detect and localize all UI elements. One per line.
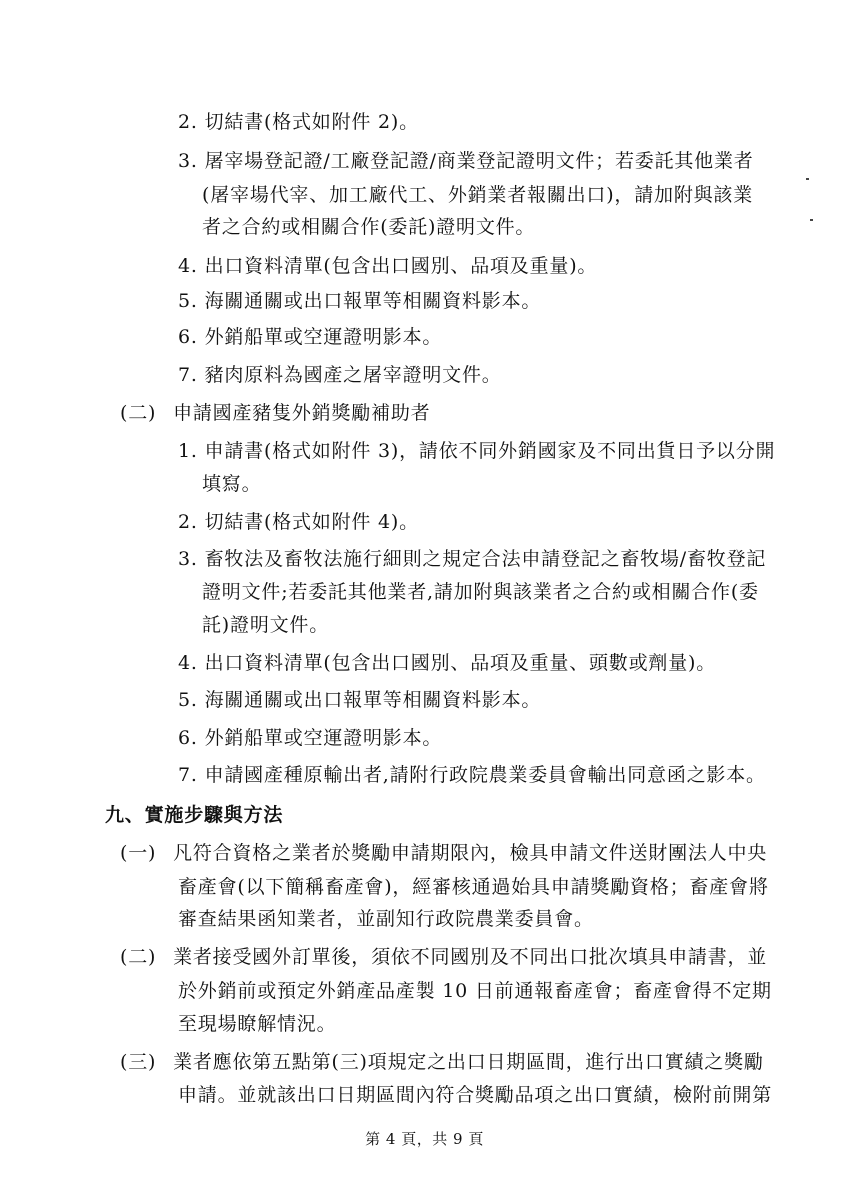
list-item [178, 439, 775, 463]
item-text: 畜牧法及畜牧法施行細則之規定合法申請登記之畜牧場/畜牧登記 [204, 548, 767, 570]
item-number: 4. [178, 255, 198, 277]
list-item [178, 149, 754, 173]
list-item [178, 763, 766, 787]
paragraph-continuation: 畜產會(以下簡稱畜產會)，經審核通過始具申請獎勵資格；畜產會將 [178, 876, 769, 898]
paragraph-continuation: 審查結果函知業者，並副知行政院農業委員會。 [178, 908, 594, 930]
list-item [178, 547, 766, 571]
paragraph-continuation: 申請。並就該出口日期區間內符合獎勵品項之出口實績，檢附前開第 [178, 1084, 773, 1106]
item-text: 切結書(格式如附件 4)。 [204, 511, 419, 533]
item-number: 3. [178, 548, 198, 570]
scan-speck [810, 219, 813, 221]
list-item [178, 363, 502, 387]
item-number: 7. [178, 764, 198, 786]
list-item [178, 726, 442, 750]
subsection-title: 申請國產豬隻外銷獎勵補助者 [173, 402, 431, 424]
paragraph-continuation: 至現場瞭解情況。 [178, 1013, 337, 1035]
list-item [178, 254, 597, 278]
item-number: 2. [178, 511, 198, 533]
item-number: 7. [178, 364, 198, 386]
paragraph-text: 業者接受國外訂單後，須依不同國別及不同出口批次填具申請書，並 [173, 946, 768, 968]
item-number: 3. [178, 150, 198, 172]
list-item [178, 289, 541, 313]
item-text: 海關通關或出口報單等相關資料影本。 [204, 689, 542, 711]
item-text: 豬肉原料為國產之屠宰證明文件。 [204, 364, 502, 386]
item-text-continuation: 者之合約或相關合作(委託)證明文件。 [202, 216, 536, 238]
paragraph-continuation: 於外銷前或預定外銷產品產製 10 日前通報畜產會；畜產會得不定期 [178, 980, 772, 1002]
subsection-heading [120, 401, 430, 425]
paragraph-label: (二) [120, 946, 157, 968]
item-text: 外銷船單或空運證明影本。 [204, 326, 443, 348]
item-number: 5. [178, 689, 198, 711]
item-text: 海關通關或出口報單等相關資料影本。 [204, 290, 542, 312]
item-text: 出口資料清單(包含出口國別、品項及重量)。 [204, 255, 598, 277]
item-number: 1. [178, 440, 198, 462]
item-text: 申請國產種原輸出者,請附行政院農業委員會輸出同意函之影本。 [204, 764, 766, 786]
item-text-continuation: 證明文件;若委託其他業者,請加附與該業者之合約或相關合作(委 [202, 581, 759, 603]
item-text-continuation: 託)證明文件。 [202, 614, 330, 636]
item-text-continuation: 填寫。 [202, 473, 262, 495]
item-text: 外銷船單或空運證明影本。 [204, 727, 443, 749]
item-text: 屠宰場登記證/工廠登記證/商業登記證明文件；若委託其他業者 [204, 150, 754, 172]
paragraph-line [120, 841, 767, 865]
item-text-continuation: (屠宰場代宰、加工廠代工、外銷業者報關出口)，請加附與該業 [202, 184, 754, 206]
item-number: 2. [178, 111, 198, 133]
item-text: 申請書(格式如附件 3)，請依不同外銷國家及不同出貨日予以分開 [204, 440, 776, 462]
item-text: 出口資料清單(包含出口國別、品項及重量、頭數或劑量)。 [204, 652, 717, 674]
list-item [178, 688, 541, 712]
page-number-footer: 第 4 頁，共 9 頁 [365, 1130, 484, 1148]
paragraph-line [120, 945, 767, 969]
list-item [178, 510, 419, 534]
list-item [178, 651, 716, 675]
list-item [178, 325, 442, 349]
item-text: 切結書(格式如附件 2)。 [204, 111, 419, 133]
item-number: 6. [178, 727, 198, 749]
subsection-label: (二) [120, 402, 157, 424]
item-number: 6. [178, 326, 198, 348]
paragraph-text: 凡符合資格之業者於獎勵申請期限內，檢具申請文件送財團法人中央 [173, 842, 768, 864]
scan-speck [806, 178, 809, 180]
item-number: 4. [178, 652, 198, 674]
paragraph-label: (三) [120, 1051, 157, 1073]
item-number: 5. [178, 290, 198, 312]
paragraph-line [120, 1050, 764, 1074]
paragraph-text: 業者應依第五點第(三)項規定之出口日期區間，進行出口實績之獎勵 [173, 1051, 764, 1073]
list-item [178, 110, 419, 134]
section-heading: 九、實施步驟與方法 [105, 804, 284, 826]
paragraph-label: (一) [120, 842, 157, 864]
